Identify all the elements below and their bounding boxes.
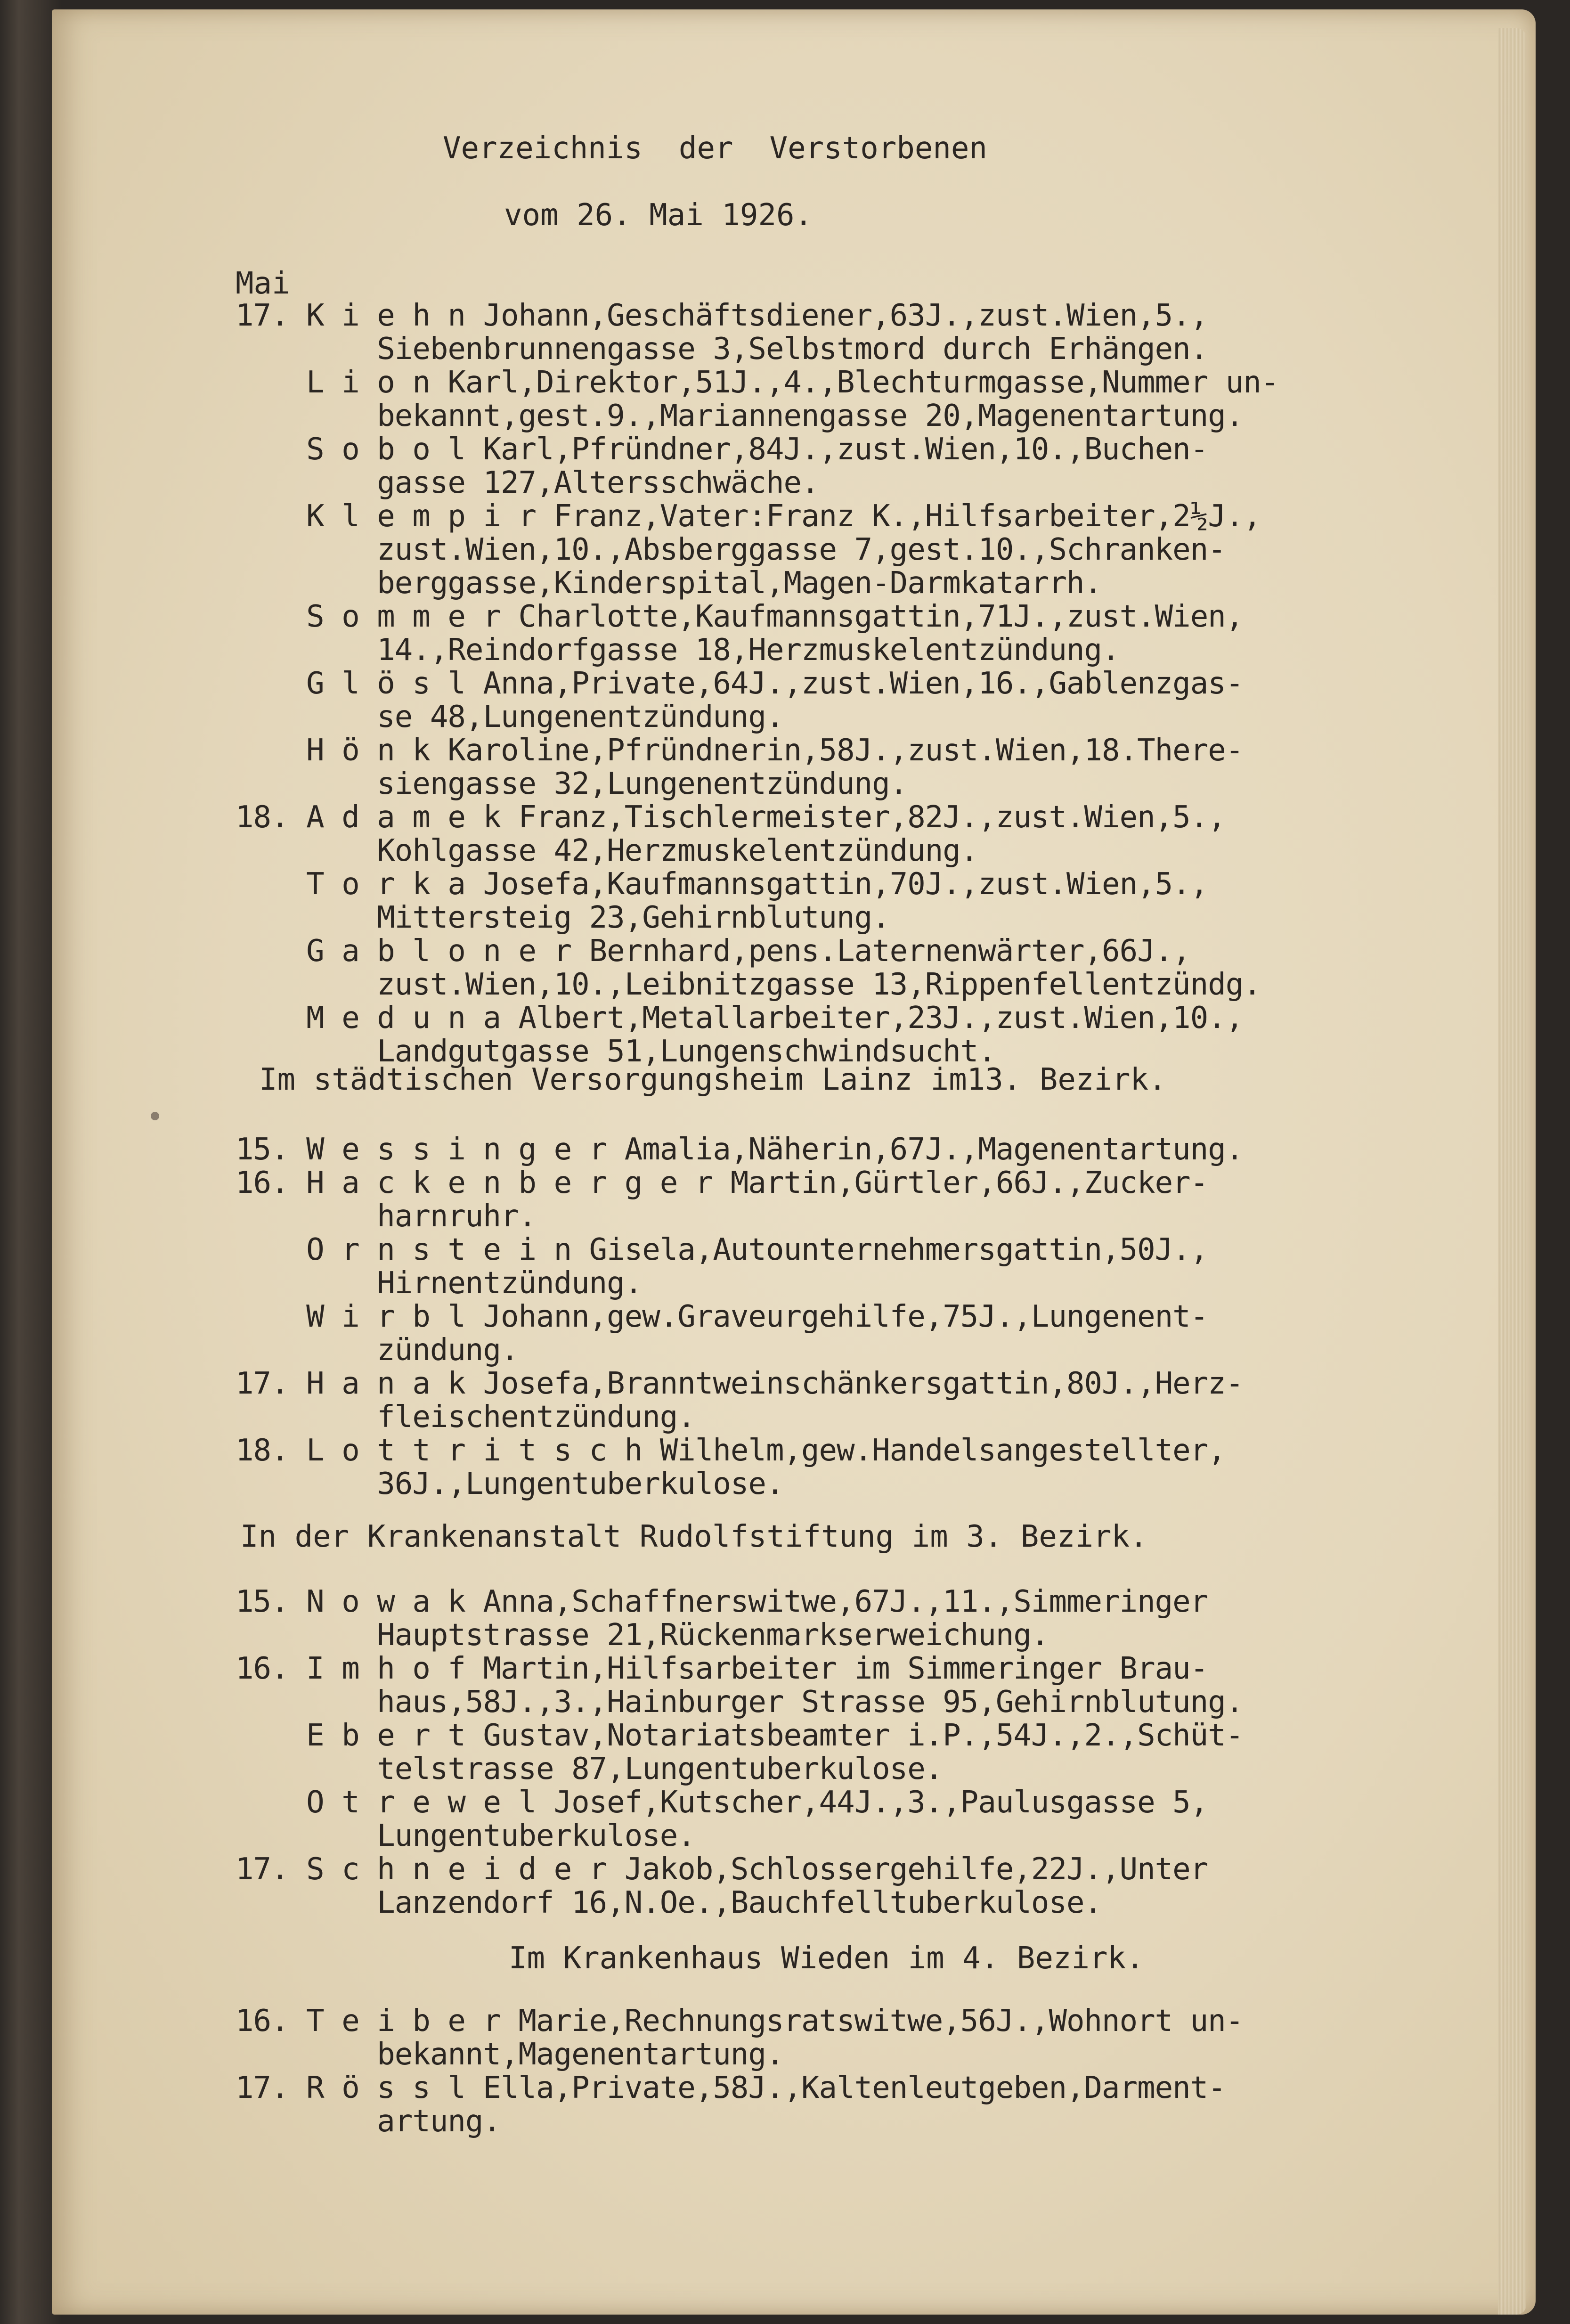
month-label: Mai — [236, 266, 290, 301]
section2-line: 18. L o t t r i t s c h Wilhelm,gew.Handelsangestellter, — [236, 1433, 1226, 1468]
main-line: G a b l o n e r Bernhard,pens.Laternenwärter,66J., — [236, 934, 1190, 969]
main-line: zust.Wien,10.,Absberggasse 7,gest.10.,Schranken- — [236, 532, 1226, 567]
main-line: 17. K i e h n Johann,Geschäftsdiener,63J.,zust.Wien,5., — [236, 298, 1208, 333]
main-line: S o b o l Karl,Pfründner,84J.,zust.Wien,10.,Buchen- — [236, 432, 1208, 467]
document-title: Verzeichnis der Verstorbenen — [443, 131, 987, 166]
document-date: vom 26. Mai 1926. — [504, 198, 813, 233]
paper-spot — [151, 1112, 159, 1120]
section3-line: haus,58J.,3.,Hainburger Strasse 95,Gehirnblutung. — [236, 1685, 1244, 1720]
section2-line: Hirnentzündung. — [236, 1266, 643, 1301]
section3-line: E b e r t Gustav,Notariatsbeamter i.P.,54J.,2.,Schüt- — [236, 1718, 1244, 1753]
main-line: Landgutgasse 51,Lungenschwindsucht. — [236, 1034, 996, 1069]
section-heading-rudolfstiftung: In der Krankenanstalt Rudolfstiftung im 3. Bezirk. — [240, 1519, 1148, 1554]
section4-line: bekannt,Magenentartung. — [236, 2037, 784, 2072]
section2-line: 16. H a c k e n b e r g e r Martin,Gürtler,66J.,Zucker- — [236, 1166, 1208, 1200]
section3-line: Lungentuberkulose. — [236, 1818, 695, 1853]
section3-line: 17. S c h n e i d e r Jakob,Schlossergehilfe,22J.,Unter — [236, 1852, 1208, 1887]
entries-lainz — [236, 1133, 1243, 1501]
section2-line: fleischentzündung. — [236, 1400, 695, 1435]
main-line: bekannt,gest.9.,Mariannengasse 20,Magenentartung. — [236, 399, 1244, 433]
main-line: Mittersteig 23,Gehirnblutung. — [236, 900, 890, 935]
main-line: L i o n Karl,Direktor,51J.,4.,Blechturmgasse,Nummer un- — [236, 365, 1279, 400]
main-line: 14.,Reindorfgasse 18,Herzmuskelentzündung. — [236, 633, 1120, 668]
section2-line: O r n s t e i n Gisela,Autounternehmersgattin,50J., — [236, 1232, 1208, 1267]
main-line: M e d u n a Albert,Metallarbeiter,23J.,zust.Wien,10., — [236, 1001, 1244, 1036]
section4-line: 16. T e i b e r Marie,Rechnungsratswitwe,56J.,Wohnort un- — [236, 2004, 1244, 2039]
main-line: zust.Wien,10.,Leibnitzgasse 13,Rippenfellentzündg. — [236, 967, 1261, 1002]
section2-line: harnruhr. — [236, 1199, 537, 1234]
main-line: siengasse 32,Lungenentzündung. — [236, 767, 908, 801]
section2-line: 17. H a n a k Josefa,Branntweinschänkersgattin,80J.,Herz- — [236, 1366, 1244, 1401]
main-line: K l e m p i r Franz,Vater:Franz K.,Hilfsarbeiter,2½J., — [236, 499, 1261, 534]
main-line: 18. A d a m e k Franz,Tischlermeister,82J.,zust.Wien,5., — [236, 800, 1226, 835]
section3-line: 15. N o w a k Anna,Schaffnerswitwe,67J.,11.,Simmeringer — [236, 1584, 1208, 1619]
main-line: Kohlgasse 42,Herzmuskelentzündung. — [236, 833, 978, 868]
section3-line: Lanzendorf 16,N.Oe.,Bauchfelltuberkulose. — [236, 1885, 1102, 1920]
section-heading-lainz: Im städtischen Versorgungsheim Lainz im13. Bezirk. — [259, 1062, 1167, 1097]
section3-line: telstrasse 87,Lungentuberkulose. — [236, 1752, 943, 1786]
section3-line: 16. I m h o f Martin,Hilfsarbeiter im Simmeringer Brau- — [236, 1651, 1208, 1686]
entries-wieden — [236, 2005, 1243, 2138]
document-page — [52, 9, 1536, 2315]
main-line: H ö n k Karoline,Pfründnerin,58J.,zust.Wien,18.There- — [236, 733, 1244, 768]
section2-line: zündung. — [236, 1333, 519, 1368]
entries-rudolfstiftung — [236, 1585, 1243, 1920]
main-line: T o r k a Josefa,Kaufmannsgattin,70J.,zust.Wien,5., — [236, 867, 1208, 902]
main-line: se 48,Lungenentzündung. — [236, 700, 784, 734]
entries-block — [236, 299, 1278, 1068]
section2-line: W i r b l Johann,gew.Graveurgehilfe,75J.,Lungenent- — [236, 1299, 1208, 1334]
section4-line: 17. R ö s s l Ella,Private,58J.,Kaltenleutgeben,Darment- — [236, 2071, 1226, 2105]
section2-line: 36J.,Lungentuberkulose. — [236, 1467, 784, 1501]
main-line: S o m m e r Charlotte,Kaufmannsgattin,71J.,zust.Wien, — [236, 599, 1244, 634]
section4-line: artung. — [236, 2104, 501, 2139]
main-line: G l ö s l Anna,Private,64J.,zust.Wien,16.,Gablenzgas- — [236, 666, 1244, 701]
main-line: berggasse,Kinderspital,Magen-Darmkatarrh. — [236, 566, 1102, 601]
section2-line: 15. W e s s i n g e r Amalia,Näherin,67J.,Magenentartung. — [236, 1132, 1244, 1167]
main-line: gasse 127,Altersschwäche. — [236, 465, 819, 500]
section-heading-wieden: Im Krankenhaus Wieden im 4. Bezirk. — [509, 1941, 1144, 1976]
page-edge — [1498, 28, 1526, 2315]
section3-line: O t r e w e l Josef,Kutscher,44J.,3.,Paulusgasse 5, — [236, 1785, 1208, 1820]
main-line: Siebenbrunnengasse 3,Selbstmord durch Erhängen. — [236, 332, 1208, 367]
section3-line: Hauptstrasse 21,Rückenmarkserweichung. — [236, 1618, 1049, 1653]
